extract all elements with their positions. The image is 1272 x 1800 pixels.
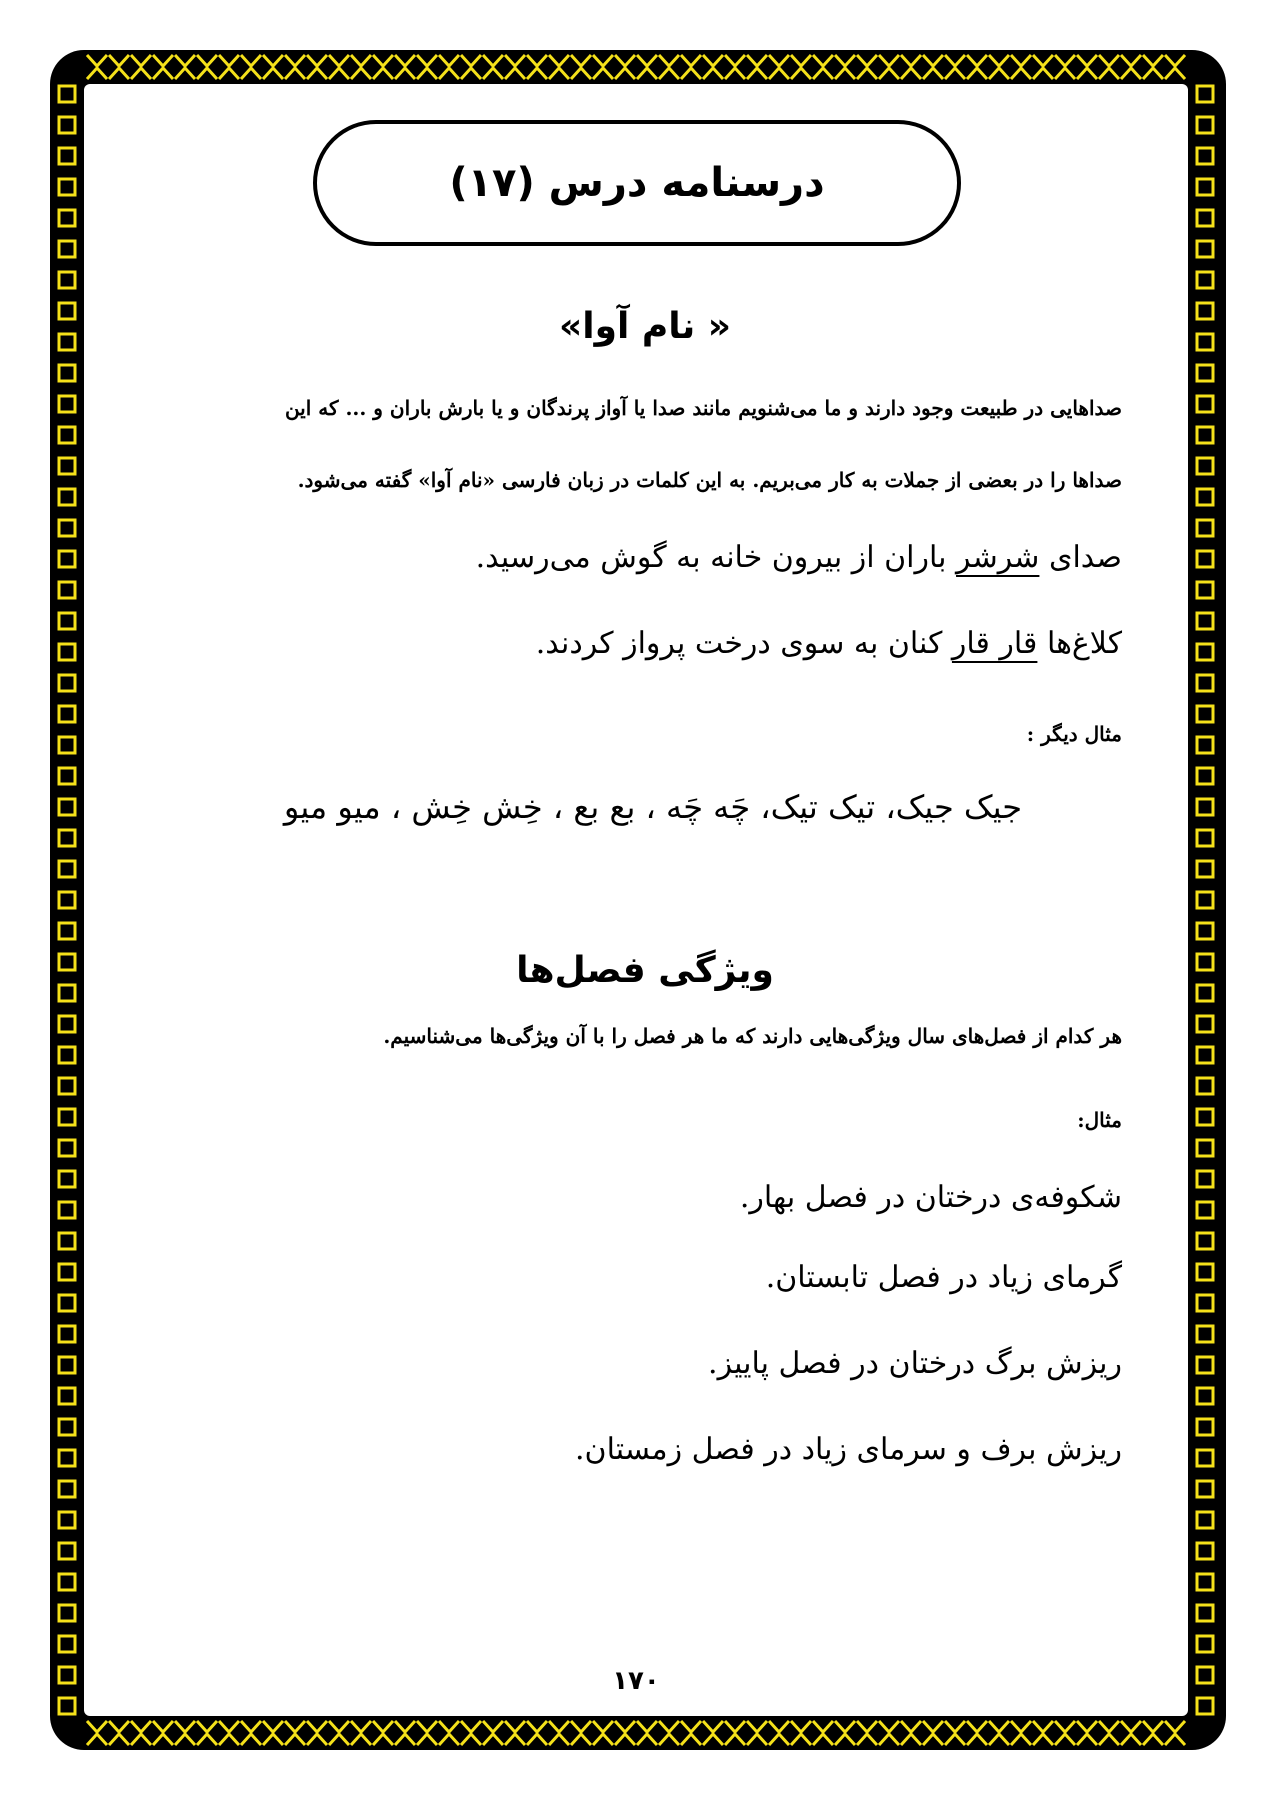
season-item-summer: گرمای زیاد در فصل تابستان. [765, 1260, 1122, 1295]
season-item-spring: شکوفه‌ی درختان در فصل بهار. [739, 1180, 1122, 1215]
lesson-title: درسنامه درس (۱۷) [449, 160, 825, 206]
intro-paragraph-line-1: صداهایی در طبیعت وجود دارند و ما می‌شنویم مانند صدا یا آواز پرندگان و یا بارش باران و ... که این [284, 396, 1122, 420]
example-sentence-1 [222, 540, 1122, 575]
section-heading-seasons: ویژگی فصل‌ها [516, 950, 774, 991]
decorative-border-right [1190, 80, 1220, 1720]
sentence-text: باران از بیرون خانه به گوش می‌رسید. [475, 540, 957, 575]
section-heading-onomatopoeia: « نام آوا» [558, 306, 732, 347]
lesson-title-box [313, 120, 961, 246]
intro-paragraph-line-2: صداها را در بعضی از جملات به کار می‌بریم. به این کلمات در زبان فارسی «نام آوا» گفته می‌شود. [297, 468, 1122, 492]
sentence-text: کنان به سوی درخت پرواز کردند. [535, 626, 952, 661]
seasons-intro: هر کدام از فصل‌های سال ویژگی‌هایی دارند که ما هر فصل را با آن ویژگی‌ها می‌شناسیم. [383, 1024, 1122, 1048]
season-item-winter: ریزش برف و سرمای زیاد در فصل زمستان. [575, 1432, 1122, 1467]
sentence-text: کلاغ‌ها [1037, 626, 1122, 661]
underlined-onomatopoeia: شرشر [956, 540, 1040, 575]
example-sentence-2 [222, 626, 1122, 661]
onomatopoeia-examples: جیک جیک، تیک تیک، چَه چَه ، بع بع ، خِش خِش ، میو میو [283, 788, 1022, 826]
page-number: ۱۷۰ [612, 1666, 660, 1696]
season-item-autumn: ریزش برگ درختان در فصل پاییز. [708, 1346, 1122, 1381]
decorative-border-bottom [86, 1718, 1186, 1748]
underlined-onomatopoeia: قار قار [951, 626, 1038, 661]
decorative-border-left [52, 80, 82, 1720]
more-examples-label: مثال دیگر : [1026, 722, 1122, 746]
seasons-example-label: مثال: [1077, 1108, 1122, 1132]
decorative-border-top [86, 52, 1186, 82]
sentence-text: صدای [1039, 540, 1122, 575]
